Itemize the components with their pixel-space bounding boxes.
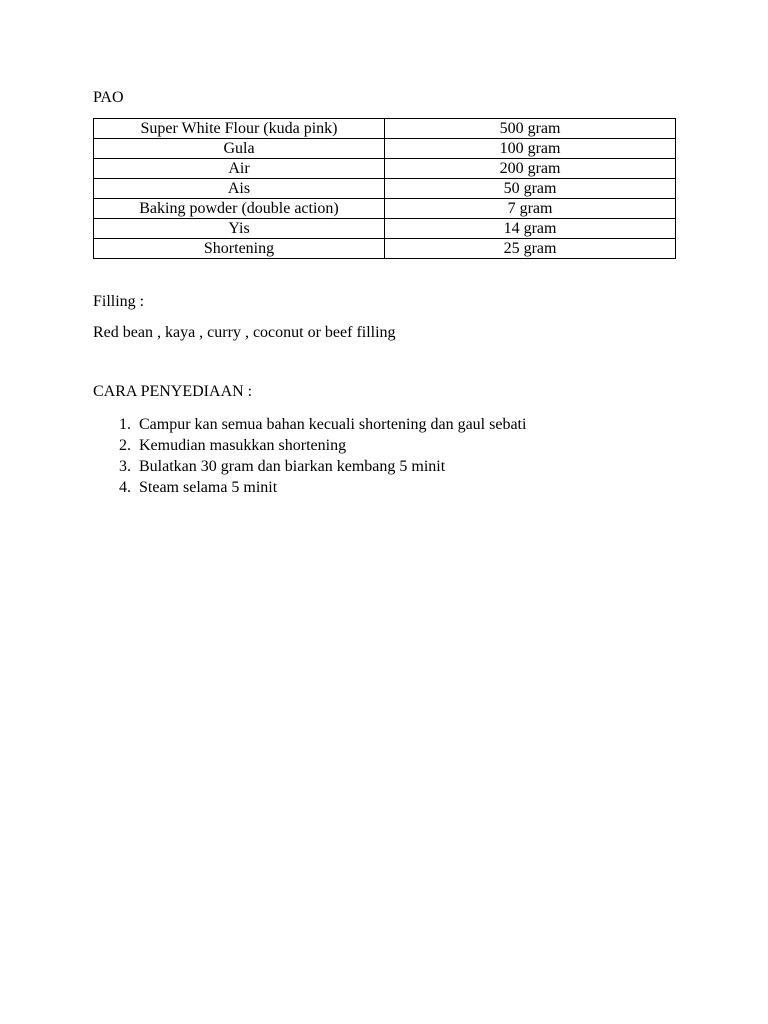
- ingredient-quantity: 100 gram: [385, 139, 676, 159]
- ingredient-name: Super White Flour (kuda pink): [94, 119, 385, 139]
- ingredients-table: [93, 118, 676, 259]
- ingredient-name: Shortening: [94, 239, 385, 259]
- table-row: [94, 139, 676, 159]
- step-text: Campur kan semua bahan kecuali shortening dan gaul sebati: [139, 416, 527, 433]
- list-item: [93, 414, 526, 435]
- table-row: [94, 159, 676, 179]
- ingredient-name: Yis: [94, 219, 385, 239]
- ingredient-name: Baking powder (double action): [94, 199, 385, 219]
- step-number: 1.: [119, 416, 131, 433]
- table-row: [94, 119, 676, 139]
- table-row: [94, 199, 676, 219]
- step-number: 4.: [119, 479, 131, 496]
- method-steps-list: [93, 414, 526, 498]
- filling-description: Red bean , kaya , curry , coconut or beef filling: [93, 324, 396, 341]
- step-text: Bulatkan 30 gram dan biarkan kembang 5 minit: [139, 458, 446, 475]
- list-item: [93, 456, 526, 477]
- table-row: [94, 219, 676, 239]
- step-text: Steam selama 5 minit: [139, 479, 278, 496]
- filling-heading: Filling :: [93, 293, 145, 310]
- list-item: [93, 435, 526, 456]
- ingredient-name: Air: [94, 159, 385, 179]
- table-row: [94, 179, 676, 199]
- ingredient-quantity: 50 gram: [385, 179, 676, 199]
- ingredient-quantity: 500 gram: [385, 119, 676, 139]
- ingredient-quantity: 25 gram: [385, 239, 676, 259]
- ingredient-name: Ais: [94, 179, 385, 199]
- step-number: 2.: [119, 437, 131, 454]
- table-row: [94, 239, 676, 259]
- step-text: Kemudian masukkan shortening: [139, 437, 347, 454]
- step-number: 3.: [119, 458, 131, 475]
- method-heading: CARA PENYEDIAAN :: [93, 383, 253, 400]
- ingredient-name: Gula: [94, 139, 385, 159]
- ingredient-quantity: 7 gram: [385, 199, 676, 219]
- ingredient-quantity: 14 gram: [385, 219, 676, 239]
- ingredient-quantity: 200 gram: [385, 159, 676, 179]
- list-item: [93, 477, 526, 498]
- recipe-title: PAO: [93, 89, 124, 106]
